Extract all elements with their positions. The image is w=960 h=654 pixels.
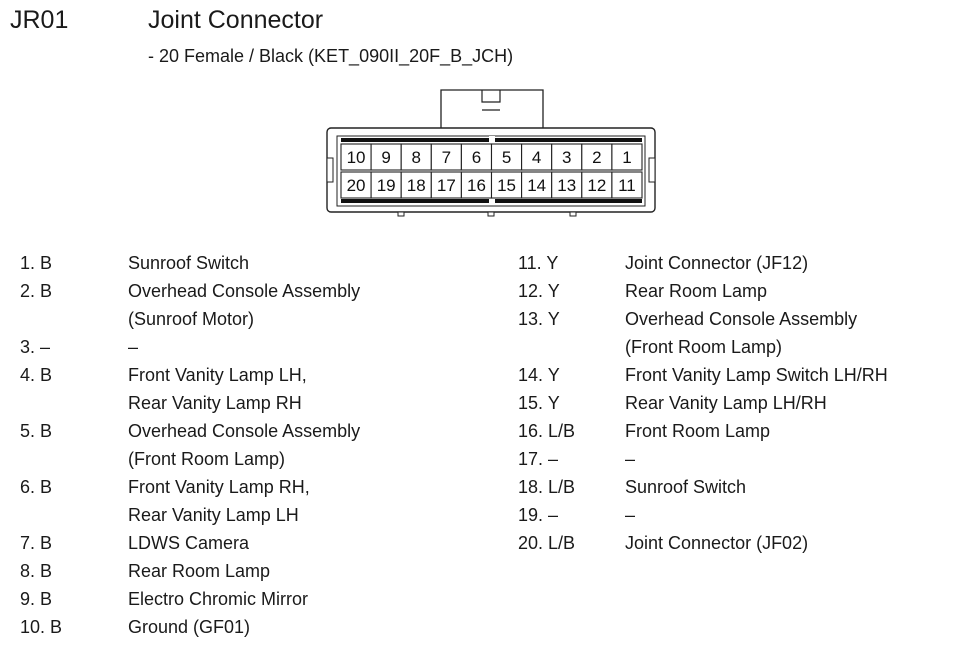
pin-label: 10. B (20, 617, 63, 637)
pin-number: 1 (622, 148, 632, 167)
pin-description: Rear Vanity Lamp LH/RH (625, 393, 827, 413)
pin-number: 13 (557, 176, 577, 195)
pin-number: 3 (562, 148, 572, 167)
pin-number: 16 (466, 176, 486, 195)
pin-label: 2. B (20, 281, 53, 301)
pin-description: Sunroof Switch (625, 477, 747, 497)
pin-description: Overhead Console Assembly (128, 421, 361, 441)
pin-label: 7. B (20, 533, 53, 553)
pin-number: 7 (441, 148, 452, 167)
pin-number: 2 (592, 148, 602, 167)
pin-description: Rear Vanity Lamp RH (128, 393, 302, 413)
pin-description: Rear Room Lamp (625, 281, 768, 301)
pin-description: Joint Connector (JF12) (625, 253, 809, 273)
pin-description: Front Vanity Lamp Switch LH/RH (625, 365, 888, 385)
pin-description: Rear Vanity Lamp LH (128, 505, 299, 525)
pin-number: 18 (406, 176, 426, 195)
pin-number: 6 (471, 148, 482, 167)
right-notch (649, 158, 655, 182)
pin-label: 20. L/B (518, 533, 576, 553)
pin-description: (Front Room Lamp) (625, 337, 783, 357)
pin-number: 4 (531, 148, 542, 167)
pin-label: 12. Y (518, 281, 560, 301)
pin-label: 8. B (20, 561, 53, 581)
pin-label: 19. – (518, 505, 559, 525)
pin-description: Overhead Console Assembly (128, 281, 361, 301)
pin-label: 13. Y (518, 309, 560, 329)
pin-number: 15 (497, 176, 517, 195)
pin-description: – (128, 337, 139, 357)
pin-description: LDWS Camera (128, 533, 250, 553)
pin-description: Ground (GF01) (128, 617, 251, 637)
pin-number: 9 (381, 148, 391, 167)
pin-label: 14. Y (518, 365, 560, 385)
pin-description: Overhead Console Assembly (625, 309, 858, 329)
pin-number: 14 (527, 176, 547, 195)
bar-gap (489, 136, 495, 143)
pin-number: 10 (346, 148, 366, 167)
pin-number: 5 (501, 148, 512, 167)
pin-description: Rear Room Lamp (128, 561, 271, 581)
pin-number: 20 (346, 176, 366, 195)
pin-number: 8 (411, 148, 421, 167)
pin-label: 4. B (20, 365, 53, 385)
pin-label: 9. B (20, 589, 53, 609)
pin-number: 12 (587, 176, 607, 195)
pin-label: 11. Y (518, 253, 559, 273)
pin-description: Front Room Lamp (625, 421, 771, 441)
latch-housing (441, 90, 543, 128)
pin-number: 11 (618, 176, 636, 195)
bar-gap (489, 198, 495, 205)
pin-description: Joint Connector (JF02) (625, 533, 809, 553)
pin-description: (Front Room Lamp) (128, 449, 286, 469)
connector-diagram (0, 0, 960, 240)
pin-description: Electro Chromic Mirror (128, 589, 309, 609)
bottom-tab (570, 212, 576, 216)
pin-label: 6. B (20, 477, 53, 497)
bottom-tab (488, 212, 494, 216)
pin-description: (Sunroof Motor) (128, 309, 255, 329)
pin-description: Front Vanity Lamp LH, (128, 365, 307, 385)
pin-label: 15. Y (518, 393, 560, 413)
pin-label: 1. B (20, 253, 53, 273)
connector-title: Joint Connector (148, 6, 324, 34)
pin-label: 16. L/B (518, 421, 576, 441)
pin-description: – (625, 449, 636, 469)
pin-number: 19 (376, 176, 396, 195)
bottom-tab (398, 212, 404, 216)
connector-subtitle: - 20 Female / Black (KET_090II_20F_B_JCH) (148, 46, 514, 66)
left-notch (327, 158, 333, 182)
pin-label: 3. – (20, 337, 51, 357)
pin-description: Sunroof Switch (128, 253, 250, 273)
pin-label: 18. L/B (518, 477, 576, 497)
connector-code: JR01 (10, 6, 69, 34)
pin-label: 5. B (20, 421, 53, 441)
pin-label: 17. – (518, 449, 559, 469)
pin-description: Front Vanity Lamp RH, (128, 477, 310, 497)
pin-number: 17 (436, 176, 456, 195)
pin-description: – (625, 505, 636, 525)
